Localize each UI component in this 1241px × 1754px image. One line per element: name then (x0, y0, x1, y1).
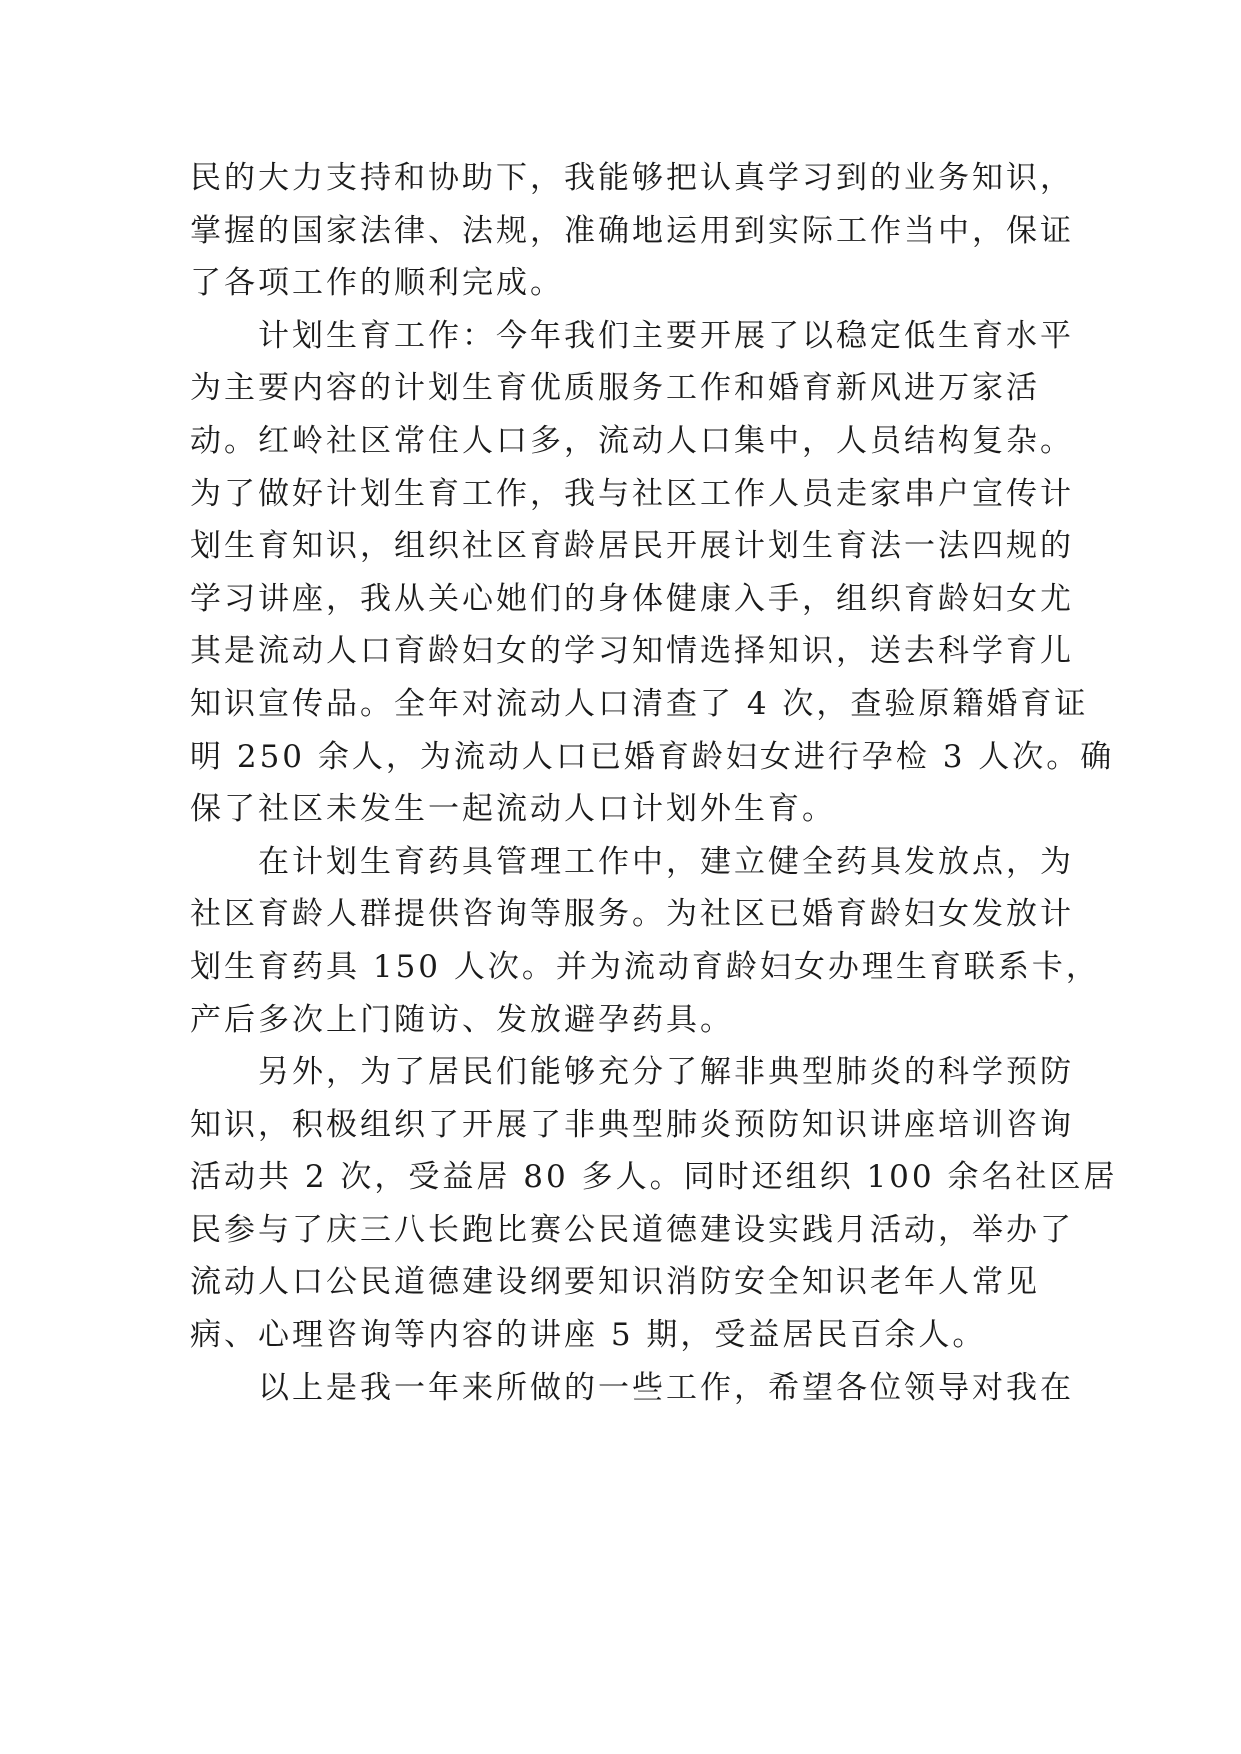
text-line: 为了做好计划生育工作，我与社区工作人员走家串户宣传计 (190, 475, 1074, 512)
text-line: 社区育龄人群提供咨询等服务。为社区已婚育龄妇女发放计 (190, 896, 1074, 933)
paragraph-first-line: 以上是我一年来所做的一些工作，希望各位领导对我在 (258, 1369, 1074, 1406)
text-line: 明 250 余人，为流动人口已婚育龄妇女进行孕检 3 人次。确 (190, 738, 1115, 775)
text-line: 掌握的国家法律、法规，准确地运用到实际工作当中，保证 (190, 212, 1074, 249)
body-text (190, 152, 1118, 1414)
text-line: 学习讲座，我从关心她们的身体健康入手，组织育龄妇女尤 (190, 580, 1074, 617)
text-line: 保了社区未发生一起流动人口计划外生育。 (190, 791, 836, 828)
text-line: 了各项工作的顺利完成。 (190, 265, 564, 302)
paragraph-first-line: 计划生育工作：今年我们主要开展了以稳定低生育水平 (258, 317, 1074, 354)
text-line: 民的大力支持和协助下，我能够把认真学习到的业务知识， (190, 160, 1074, 196)
paragraph-first-line: 另外，为了居民们能够充分了解非典型肺炎的科学预防 (258, 1054, 1074, 1091)
text-line: 划生育知识，组织社区育龄居民开展计划生育法一法四规的 (190, 528, 1074, 565)
text-line: 其是流动人口育龄妇女的学习知情选择知识，送去科学育儿 (190, 633, 1074, 670)
text-line: 流动人口公民道德建设纲要知识消防安全知识老年人常见 (190, 1264, 1040, 1301)
text-line: 动。红岭社区常住人口多，流动人口集中，人员结构复杂。 (190, 422, 1074, 459)
paragraph-first-line: 在计划生育药具管理工作中，建立健全药具发放点，为 (258, 843, 1074, 880)
text-line: 病、心理咨询等内容的讲座 5 期，受益居民百余人。 (190, 1317, 987, 1354)
text-line: 划生育药具 150 人次。并为流动育龄妇女办理生育联系卡， (190, 948, 1100, 985)
text-line: 知识，积极组织了开展了非典型肺炎预防知识讲座培训咨询 (190, 1106, 1074, 1143)
text-line: 知识宣传品。全年对流动人口清查了 4 次，查验原籍婚育证 (190, 685, 1089, 722)
text-line: 产后多次上门随访、发放避孕药具。 (190, 1001, 734, 1038)
text-line: 民参与了庆三八长跑比赛公民道德建设实践月活动，举办了 (190, 1211, 1074, 1248)
text-line: 为主要内容的计划生育优质服务工作和婚育新风进万家活 (190, 370, 1040, 407)
text-line: 活动共 2 次，受益居 80 多人。同时还组织 100 余名社区居 (190, 1159, 1118, 1196)
